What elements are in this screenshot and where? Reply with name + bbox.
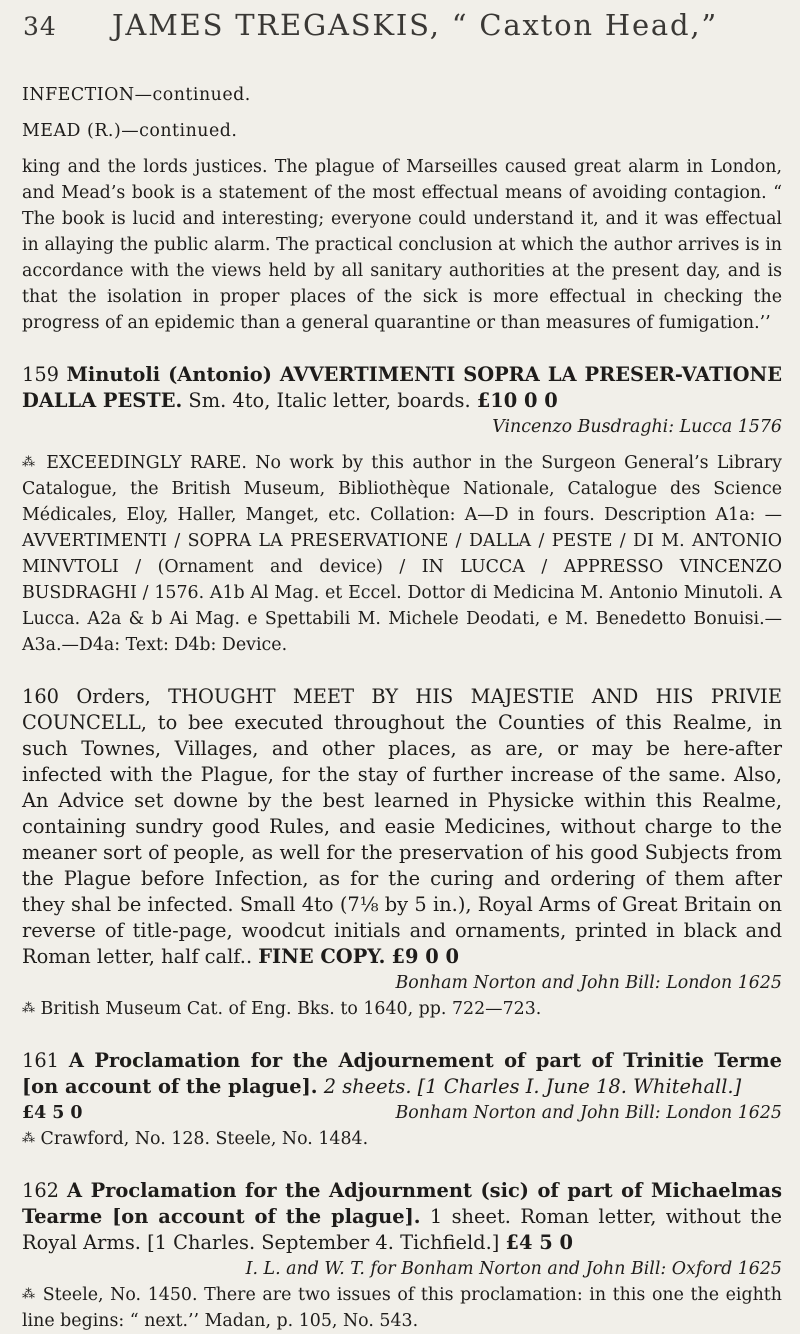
lot-heading: [22, 1048, 782, 1100]
page-body: [22, 82, 782, 1334]
lot-condition: FINE COPY.: [258, 945, 386, 968]
lot-price: £4 5 0: [505, 1231, 573, 1254]
continued-paragraph: king and the lords justices. The plague of Marseilles caused great alarm in London, and Mead’s book is a statement of the most effectual means of avoiding contagion. “ The book is lucid and interesting; everyone could understand it, and it was effectual in allaying the public alarm. The practical conclusion at which the author arrives is in accordance with the views held by all sanitary authorities at the present day, and is that the isolation in proper places of the sick is more effectual in checking the progress of an epidemic than a general quarantine or than measures of fumigation.’’: [22, 157, 782, 333]
lot-price: £4 5 0: [22, 1103, 83, 1123]
asterism-icon: ⁂: [22, 1001, 35, 1016]
asterism-icon: ⁂: [22, 1287, 37, 1302]
lot-price-imprint-line: [22, 1100, 782, 1126]
section-heading: INFECTION—continued.: [22, 85, 251, 105]
subsection-heading: MEAD (R.)—continued.: [22, 121, 238, 141]
lot-title: A Proclamation for the Adjournment (sic) of part of Michaelmas Tearme [on account of the plague].: [22, 1179, 783, 1228]
lot-heading: [22, 1178, 782, 1256]
asterism-icon: ⁂: [22, 1131, 35, 1146]
lot-number: 161: [22, 1049, 60, 1072]
lot-title: Orders, THOUGHT MEET BY HIS MAJESTIE AND HIS PRIVIE COUNCELL, to bee executed throughout the Counties of this Realme, in such Townes, Villages, and other places, as are, or may be here-after infected with the Plague, for the stay of further increase of the same. Also, An Advice set downe by the best learned in Physicke within this Realme, containing sundry good Rules, and easie Medicines, without charge to the meaner sort of people, as well for the preservation of his good Subjects from the Plague before Infection, as for the curing and ordering of them after they shal be infected.: [22, 685, 782, 916]
lot-entry: [22, 1048, 782, 1152]
lot-note: [22, 1282, 782, 1334]
page-number: 34: [23, 12, 57, 41]
lot-entry: [22, 1178, 782, 1334]
lot-imprint: Vincenzo Busdraghi: Lucca 1576: [492, 417, 782, 437]
lot-note-text: Crawford, No. 128. Steele, No. 1484.: [40, 1129, 369, 1149]
lot-imprint: Bonham Norton and John Bill: London 1625: [395, 1103, 782, 1123]
lot-note-text: British Museum Cat. of Eng. Bks. to 1640, pp. 722—723.: [40, 999, 542, 1019]
lot-title: A Proclamation for the Adjournement of part of Trinitie Terme [on account of the plague].: [22, 1049, 782, 1098]
lot-imprint: I. L. and W. T. for Bonham Norton and John Bill: Oxford 1625: [245, 1259, 782, 1279]
lot-details: Sm. 4to, Italic letter, boards.: [188, 389, 471, 412]
lot-details: 2 sheets. [1 Charles I. June 18. Whitehall.]: [323, 1075, 742, 1098]
lot-note: [22, 1126, 782, 1152]
lot-note: [22, 996, 782, 1022]
lot-entry: [22, 684, 782, 1022]
lot-entry: [22, 362, 782, 658]
lot-heading: [22, 362, 782, 414]
lot-details: Small 4to (7⅛ by 5 in.), Royal Arms of Great Britain on reverse of title-page, woodcut initials and ornaments, printed in black and Roman letter, half calf..: [22, 893, 783, 968]
lot-title: Minutoli (Antonio) AVVERTIMENTI SOPRA LA PRESER-VATIONE DALLA PESTE.: [22, 363, 782, 412]
lot-number: 159: [22, 363, 60, 386]
lot-heading: [22, 684, 782, 970]
running-title: JAMES TREGASKIS, “ Caxton Head,”: [111, 8, 719, 42]
lot-imprint: Bonham Norton and John Bill: London 1625: [395, 973, 782, 993]
lot-number: 162: [22, 1179, 60, 1202]
page-header: [0, 0, 800, 64]
lot-price: £9 0 0: [391, 945, 460, 968]
lot-note-text: EXCEEDINGLY RARE. No work by this author in the Surgeon General’s Library Catalogue, the British Museum, Bibliothèque Nationale, Catalogue des Science Médicales, Eloy, Haller, Manget, etc. Collation: A—D in fours. Description A1a: —AVVERTIMENTI / SOPRA LA PRESERVATIONE / DALLA / PESTE / DI M. ANTONIO MINVTOLI / (Ornament and device) / IN LUCCA / APPRESSO VINCENZO BUSDRAGHI / 1576. A1b Al Mag. et Eccel. Dottor di Medicina M. Antonio Minutoli. A Lucca. A2a & b Ai Mag. e Spettabili M. Michele Deodati, e M. Benedetto Bonuisi.—A3a.—D4a: Text: D4b: Device.: [22, 453, 782, 655]
lot-number: 160: [22, 685, 60, 708]
asterism-icon: ⁂: [22, 455, 38, 470]
lot-price: £10 0 0: [476, 389, 558, 412]
lot-note-text: Steele, No. 1450. There are two issues of this proclamation: in this one the eighth line begins: “ next.’’ Madan, p. 105, No. 543.: [22, 1285, 782, 1331]
lot-details: 1 sheet. Roman letter, without the Royal Arms. [1 Charles. September 4. Tichfield.]: [22, 1205, 782, 1254]
lot-note: [22, 450, 782, 658]
